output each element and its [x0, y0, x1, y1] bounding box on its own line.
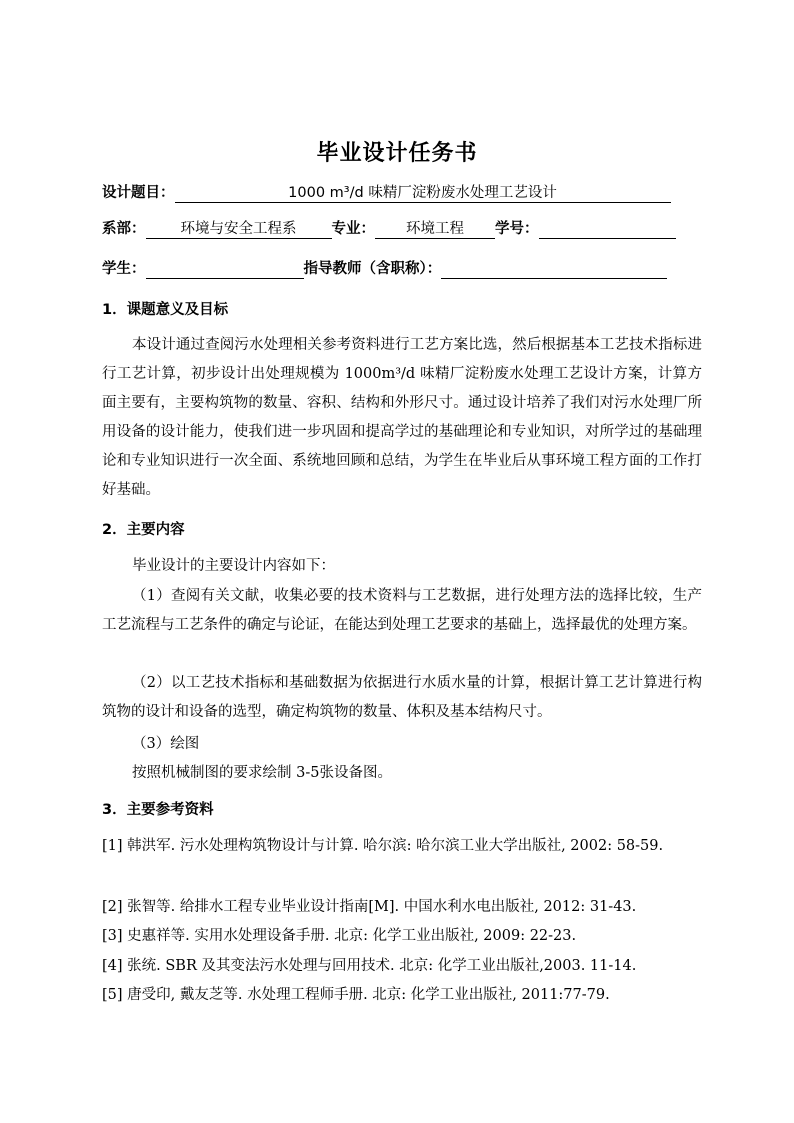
- section-2-item-1: （1）查阅有关文献，收集必要的技术资料与工艺数据，进行处理方法的选择比较，生产工艺流程与工艺条件的确定与论证，在能达到处理工艺要求的基础上，选择最优的处理方案。: [102, 588, 702, 633]
- id-value: [539, 220, 676, 239]
- topic-row: [102, 183, 671, 203]
- section-2-heading: 2．主要内容: [102, 522, 185, 538]
- topic-label: 设计题目：: [102, 185, 175, 201]
- major-label: 专业：: [331, 221, 375, 237]
- reference-1: [1] 韩洪军. 污水处理构筑物设计与计算. 哈尔滨: 哈尔滨工业大学出版社, 2002: 58-59.: [102, 838, 664, 854]
- dept-label: 系部：: [102, 221, 146, 237]
- section-2-item-2: （2）以工艺技术指标和基础数据为依据进行水质水量的计算，根据计算工艺计算进行构筑物的设计和设备的选型，确定构筑物的数量、体积及基本结构尺寸。: [102, 675, 702, 720]
- student-label: 学生：: [102, 261, 146, 277]
- student-row: [102, 259, 667, 279]
- major-value: 环境工程: [375, 220, 495, 239]
- section-3-heading: 3．主要参考资料: [102, 802, 214, 818]
- dept-value: 环境与安全工程系: [146, 220, 332, 239]
- reference-4: [4] 张统. SBR 及其变法污水处理与回用技术. 北京: 化学工业出版社,2003. 11-14.: [102, 958, 637, 974]
- dept-row: [102, 219, 676, 239]
- reference-5: [5] 唐受印, 戴友芝等. 水处理工程师手册. 北京: 化学工业出版社, 2011:77-79.: [102, 987, 610, 1003]
- reference-3: [3] 史惠祥等. 实用水处理设备手册. 北京: 化学工业出版社, 2009: 22-23.: [102, 928, 577, 944]
- section-2-item-3-text: 按照机械制图的要求绘制 3-5张设备图。: [132, 765, 392, 781]
- document-title: 毕业设计任务书: [316, 141, 478, 166]
- section-1-paragraph: 本设计通过查阅污水处理相关参考资料进行工艺方案比选，然后根据基本工艺技术指标进行工艺计算，初步设计出处理规模为 1000m³/d 味精厂淀粉废水处理工艺设计方案，计算方面主要有，主要构筑物的数量、容积、结构和外形尺寸。通过设计培养了我们对污水处理厂所用设备的设计能力，使我们进一步巩固和提高学过的基础理论和专业知识，对所学过的基础理论和专业知识进行一次全面、系统地回顾和总结，为学生在毕业后从事环境工程方面的工作打好基础。: [102, 337, 702, 498]
- id-label: 学号：: [495, 221, 539, 237]
- reference-2: [2] 张智等. 给排水工程专业毕业设计指南[M]. 中国水利水电出版社, 2012: 31-43.: [102, 899, 637, 915]
- topic-value: 1000 m³/d 味精厂淀粉废水处理工艺设计: [175, 184, 671, 203]
- advisor-label: 指导教师（含职称）：: [303, 261, 442, 277]
- section-1-heading: 1．课题意义及目标: [102, 302, 229, 318]
- section-2-item-3: （3）绘图: [132, 736, 200, 752]
- student-value: [146, 260, 304, 279]
- section-2-intro: 毕业设计的主要设计内容如下：: [132, 558, 335, 574]
- advisor-value: [441, 260, 667, 279]
